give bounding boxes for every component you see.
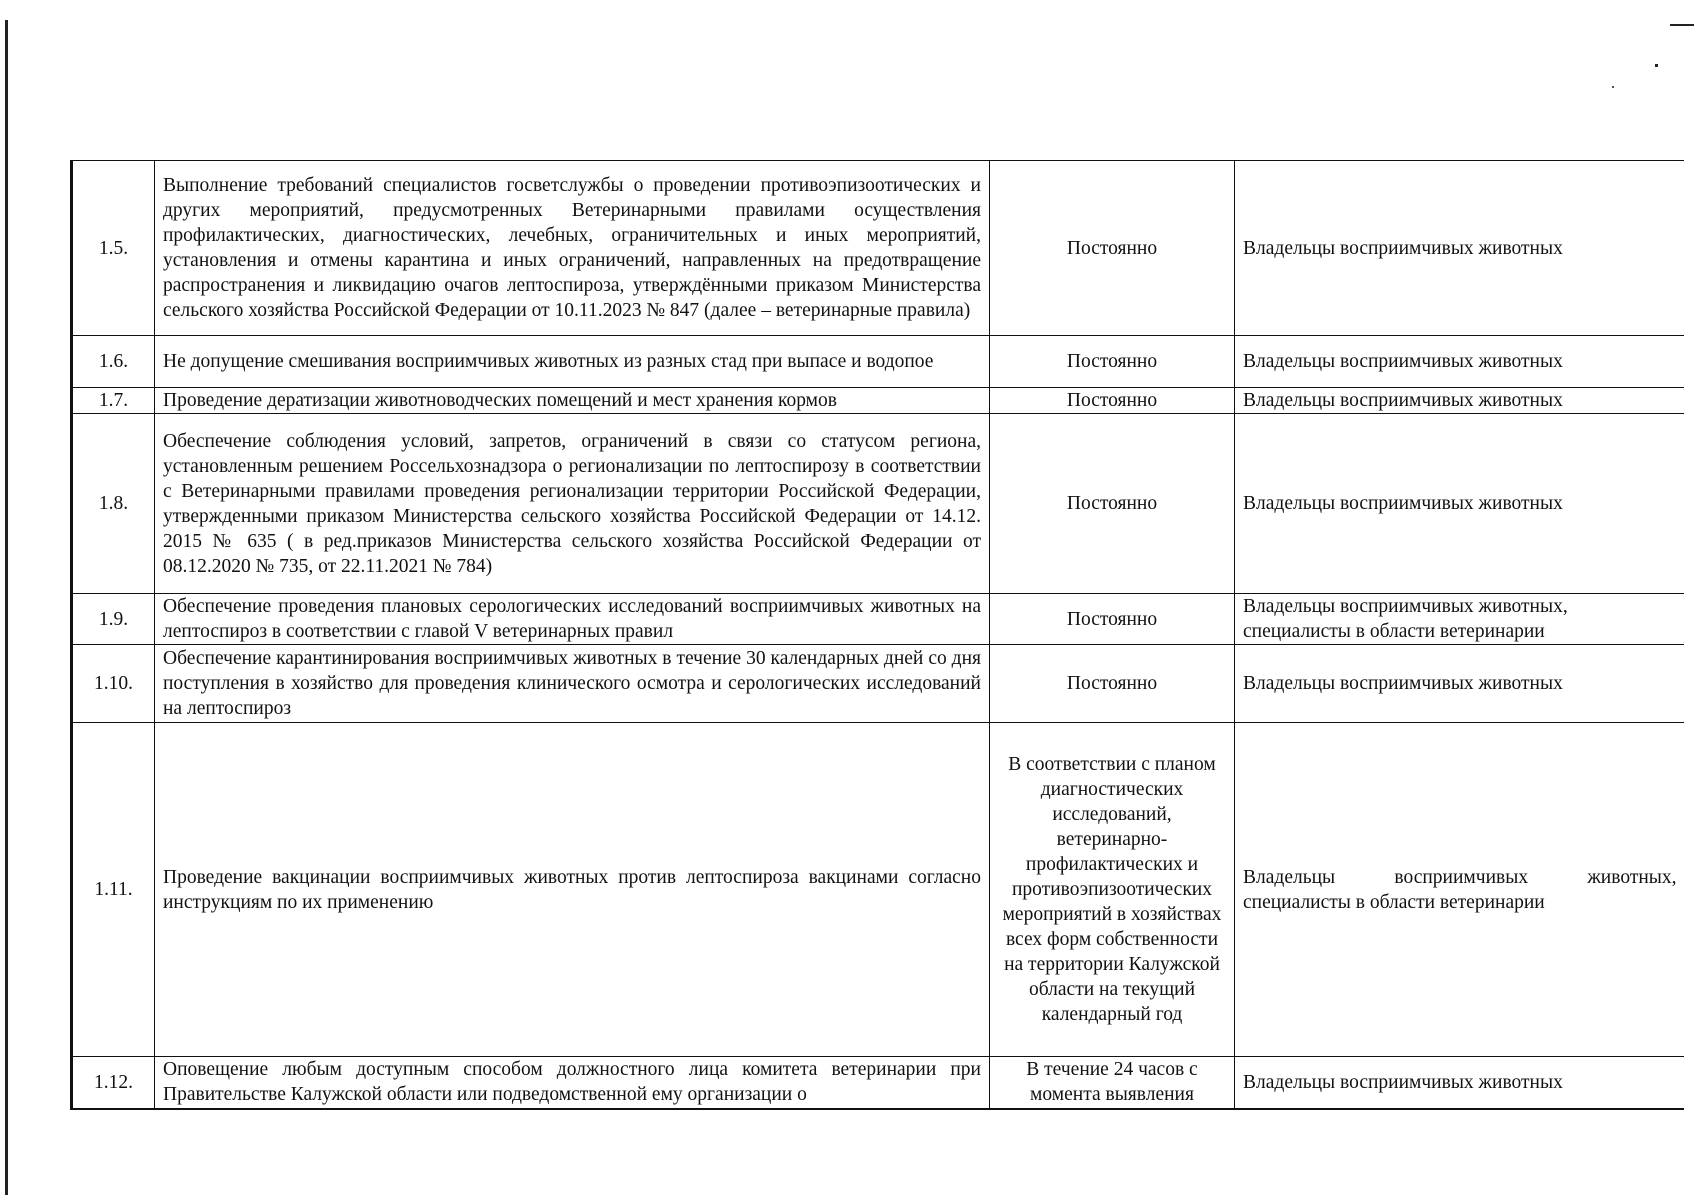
measure-responsible: Владельцы восприимчивых животных <box>1235 645 1685 723</box>
measure-term: Постоянно <box>990 388 1235 414</box>
measure-responsible: Владельцы восприимчивых животных <box>1235 388 1685 414</box>
measure-description: Выполнение требований специалистов госветслужбы о проведении противоэпизоотических и других мероприятий, предусмотренных Ветеринарными правилами осуществления профилактических, диагностических, лечебных, ограничительных и иных мероприятий, установления и отмены карантина и иных ограничений, направленных на предотвращение распространения и ликвидацию очагов лептоспироза, утверждёнными приказом Министерства сельского хозяйства Российской Федерации от 10.11.2023 № 847 (далее – ветеринарные правила) <box>155 161 990 336</box>
measure-responsible: Владельцы восприимчивых животных <box>1235 336 1685 388</box>
measure-responsible: Владельцы восприимчивых животных <box>1235 414 1685 594</box>
table-row <box>72 161 1685 336</box>
measure-description: Обеспечение соблюдения условий, запретов, ограничений в связи со статусом региона, установленным решением Россельхознадзора о регионализации по лептоспирозу в соответствии с Ветеринарными правилами проведения регионализации территории Российской Федерации, утвержденными приказом Министерства сельского хозяйства Российской Федерации от 14.12. 2015 № 635 ( в ред.приказов Министерства сельского хозяйства Российской Федерации от 08.12.2020 № 735, от 22.11.2021 № 784) <box>155 414 990 594</box>
row-number: 1.12. <box>72 1057 155 1109</box>
measure-description: Обеспечение проведения плановых серологических исследований восприимчивых животных на лептоспироз в соответствии с главой V ветеринарных правил <box>155 594 990 645</box>
measure-responsible: Владельцы восприимчивых животных, специалисты в области ветеринарии <box>1235 594 1685 645</box>
measures-table-container <box>70 160 1684 1115</box>
table-row <box>72 723 1685 1057</box>
measure-description: Не допущение смешивания восприимчивых животных из разных стад при выпасе и водопое <box>155 336 990 388</box>
measure-responsible: Владельцы восприимчивых животных <box>1235 1057 1685 1109</box>
table-row <box>72 388 1685 414</box>
row-number: 1.10. <box>72 645 155 723</box>
measure-term: В соответствии с планом диагностических исследований, ветеринарно-профилактических и противоэпизоотических мероприятий в хозяйствах всех форм собственности на территории Калужской области на текущий календарный год <box>990 723 1235 1057</box>
row-number: 1.5. <box>72 161 155 336</box>
scan-corner-mark <box>1670 24 1694 26</box>
row-number: 1.8. <box>72 414 155 594</box>
table-row <box>72 1057 1685 1109</box>
row-number: 1.7. <box>72 388 155 414</box>
measure-term: Постоянно <box>990 161 1235 336</box>
table-row <box>72 645 1685 723</box>
row-number: 1.11. <box>72 723 155 1057</box>
scan-left-edge-line <box>5 20 8 1195</box>
measures-table <box>70 160 1684 1110</box>
measure-term: Постоянно <box>990 336 1235 388</box>
scan-speck <box>1612 86 1614 88</box>
table-row <box>72 594 1685 645</box>
scan-speck <box>1655 64 1658 67</box>
measure-description: Обеспечение карантинирования восприимчивых животных в течение 30 календарных дней со дня поступления в хозяйство для проведения клинического осмотра и серологических исследований на лептоспироз <box>155 645 990 723</box>
measure-term: В течение 24 часов с момента выявления <box>990 1057 1235 1109</box>
table-row <box>72 414 1685 594</box>
row-number: 1.9. <box>72 594 155 645</box>
measure-description: Проведение дератизации животноводческих помещений и мест хранения кормов <box>155 388 990 414</box>
table-row <box>72 336 1685 388</box>
row-number: 1.6. <box>72 336 155 388</box>
measure-description: Оповещение любым доступным способом должностного лица комитета ветеринарии при Правительстве Калужской области или подведомственной ему организации о <box>155 1057 990 1109</box>
measure-term: Постоянно <box>990 645 1235 723</box>
measure-description: Проведение вакцинации восприимчивых животных против лептоспироза вакцинами согласно инструкциям по их применению <box>155 723 990 1057</box>
measure-term: Постоянно <box>990 414 1235 594</box>
measure-term: Постоянно <box>990 594 1235 645</box>
measure-responsible: Владельцы восприимчивых животных, специалисты в области ветеринарии <box>1235 723 1685 1057</box>
measure-responsible: Владельцы восприимчивых животных <box>1235 161 1685 336</box>
